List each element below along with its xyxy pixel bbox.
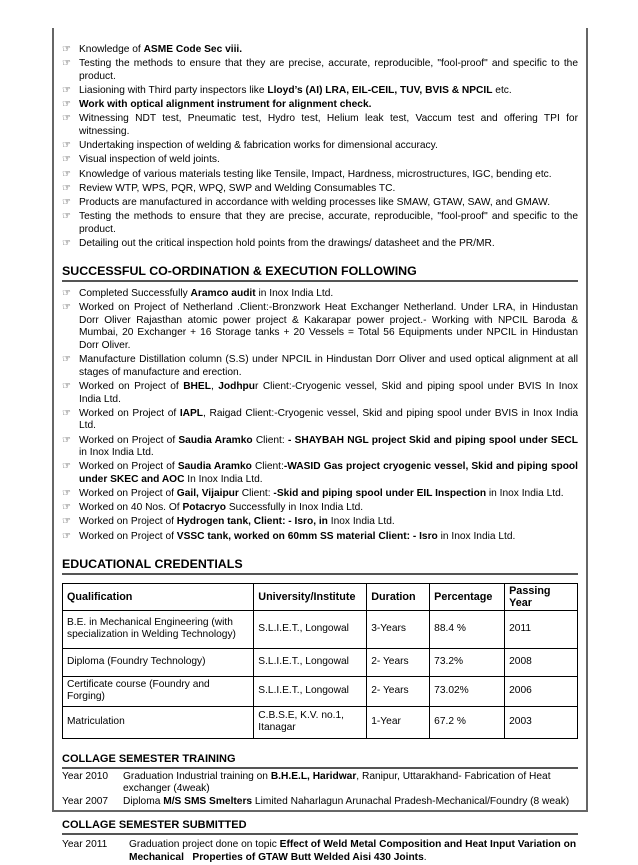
pointing-hand-icon: ☞	[62, 530, 71, 542]
coordination-item	[62, 502, 578, 515]
bullet-text: Liasioning with Third party inspectors like Lloyd’s (AI) LRA, EIL-CEIL, TUV, BVIS & NPCIL etc.	[79, 84, 512, 96]
bullet-text: Testing the methods to ensure that they are precise, accurate, reproducible, "fool-proof" and specific to the product.	[79, 211, 578, 235]
table-cell: Diploma (Foundry Technology)	[63, 648, 254, 676]
pointing-hand-icon: ☞	[62, 168, 71, 180]
skill-item	[62, 44, 578, 57]
skill-item	[62, 154, 578, 167]
skill-item	[62, 211, 578, 236]
year-label: Year 2011	[62, 839, 108, 851]
bullet-text: Worked on Project of BHEL, Jodhpur Client:-Cryogenic vessel, Skid and piping spool under BVIS In Inox India Ltd.	[79, 380, 578, 405]
coordination-item	[62, 488, 578, 501]
bullet-text: Undertaking inspection of welding & fabrication works for dimensional accuracy.	[79, 140, 438, 152]
bullet-text: Work with optical alignment instrument for alignment check.	[79, 99, 372, 111]
column-header: University/Institute	[254, 583, 367, 610]
skill-item	[62, 197, 578, 210]
skill-item	[62, 113, 578, 138]
item-description: Diploma M/S SMS Smelters Limited Naharlagun Arunachal Pradesh-Mechanical/Foundry (8 weak)	[123, 796, 570, 808]
section-title-submitted: COLLAGE SEMESTER SUBMITTED	[62, 819, 578, 835]
bullet-text: Worked on Project of Gail, Vijaipur Client: -Skid and piping spool under EIL Inspection in Inox India Ltd.	[79, 488, 564, 500]
bullet-text: Visual inspection of weld joints.	[79, 154, 220, 166]
pointing-hand-icon: ☞	[62, 99, 71, 111]
table-cell: C.B.S.E, K.V. no.1, Itanagar	[254, 706, 367, 738]
pointing-hand-icon: ☞	[62, 502, 71, 514]
bullet-text: Worked on 40 Nos. Of Potacryo Successfully in Inox India Ltd.	[79, 502, 364, 514]
table-cell: S.L.I.E.T., Longowal	[254, 610, 367, 648]
table-cell: S.L.I.E.T., Longowal	[254, 648, 367, 676]
table-cell: 73.2%	[430, 648, 505, 676]
list-item	[62, 771, 578, 797]
coordination-item	[62, 516, 578, 529]
skill-item	[62, 183, 578, 196]
table-cell: 2011	[505, 610, 578, 648]
coordination-item	[62, 408, 578, 433]
bullet-text: Worked on Project of VSSC tank, worked on 60mm SS material Client: - Isro in Inox India Ltd.	[79, 530, 516, 542]
pointing-hand-icon: ☞	[62, 237, 71, 249]
section-title-education: EDUCATIONAL CREDENTIALS	[62, 557, 578, 575]
skill-item	[62, 99, 578, 112]
table-cell: 2- Years	[367, 676, 430, 706]
skill-item	[62, 85, 578, 98]
pointing-hand-icon: ☞	[62, 113, 71, 125]
coordination-item	[62, 302, 578, 352]
list-item	[62, 796, 578, 809]
column-header: Qualification	[63, 583, 254, 610]
pointing-hand-icon: ☞	[62, 196, 71, 208]
item-description: Graduation Industrial training on B.H.E.L, Haridwar, Ranipur, Uttarakhand- Fabrication of Heat exchanger (4weak)	[123, 770, 551, 795]
table-row	[63, 610, 578, 648]
bullet-text: Worked on Project of Saudia Aramko Client: - SHAYBAH NGL project Skid and piping spool under SECL in Inox India Ltd.	[79, 434, 578, 459]
list-item	[62, 839, 578, 865]
education-table	[62, 583, 578, 739]
table-cell: B.E. in Mechanical Engineering (with specialization in Welding Technology)	[63, 610, 254, 648]
coordination-item	[62, 461, 578, 486]
bullet-text: Detailing out the critical inspection hold points from the drawings/ datasheet and the PR/MR.	[79, 237, 495, 249]
pointing-hand-icon: ☞	[62, 461, 71, 473]
coordination-item	[62, 288, 578, 301]
bullet-text: Worked on Project of Netherland .Client:-Bronzwork Heat Exchanger Netherland. Under LRA, in Hindustan Dorr Oliver Rajasthan atomic power project & Kakarapar power project.- Working with NPCIL Baroda & Mumbai, 20 Exchanger + 16 Storage tanks + 20 Vessels = Total 56 Equipments under NPCIL in Hindustan Dorr Oliver.	[79, 302, 578, 351]
table-cell: 2006	[505, 676, 578, 706]
pointing-hand-icon: ☞	[62, 354, 71, 366]
education-header-row	[63, 583, 578, 610]
pointing-hand-icon: ☞	[62, 182, 71, 194]
bullet-text: Testing the methods to ensure that they are precise, accurate, reproducible, "fool-proof" and specific to the product.	[79, 58, 578, 82]
table-row	[63, 706, 578, 738]
table-cell: 2003	[505, 706, 578, 738]
pointing-hand-icon: ☞	[62, 154, 71, 166]
pointing-hand-icon: ☞	[62, 380, 71, 392]
pointing-hand-icon: ☞	[62, 488, 71, 500]
table-cell: Matriculation	[63, 706, 254, 738]
bullet-text: Worked on Project of IAPL, Raigad Client:-Cryogenic vessel, Skid and piping spool under BVIS in Inox India Ltd.	[79, 407, 579, 432]
pointing-hand-icon: ☞	[62, 84, 71, 96]
pointing-hand-icon: ☞	[62, 211, 71, 223]
year-label: Year 2007	[62, 796, 109, 808]
training-list	[62, 771, 578, 809]
table-row	[63, 676, 578, 706]
coordination-item	[62, 531, 578, 544]
pointing-hand-icon: ☞	[62, 516, 71, 528]
bullet-text: Knowledge of various materials testing like Tensile, Impact, Hardness, microstructures, IGC, bending etc.	[79, 168, 552, 180]
bullet-text: Products are manufactured in accordance with welding processes like SMAW, GTAW, SAW, and GMAW.	[79, 196, 551, 208]
bullet-text: Manufacture Distillation column (S.S) under NPCIL in Hindustan Dorr Oliver and used optical alignment at all stages of manufacture and erection.	[79, 354, 578, 378]
item-description: Graduation project done on topic Effect of Weld Metal Composition and Heat Input Variation on Mechanical Properties of GTAW Butt Welded Aisi 430 Joints.	[129, 839, 577, 863]
bullet-text: Worked on Project of Saudia Aramko Client:-WASID Gas project cryogenic vessel, Skid and piping spool under SKEC and AOC In Inox India Ltd.	[79, 461, 578, 485]
coordination-item	[62, 435, 578, 460]
column-header: Passing Year	[505, 583, 578, 610]
table-cell: Certificate course (Foundry and Forging)	[63, 676, 254, 706]
coordination-list	[62, 288, 578, 543]
coordination-item	[62, 381, 578, 406]
coordination-item	[62, 354, 578, 379]
submitted-list	[62, 839, 578, 865]
pointing-hand-icon: ☞	[62, 434, 71, 446]
skills-list	[62, 44, 578, 250]
pointing-hand-icon: ☞	[62, 302, 71, 314]
skill-item	[62, 169, 578, 182]
pointing-hand-icon: ☞	[62, 407, 71, 419]
resume-content	[62, 44, 578, 865]
table-cell: 2- Years	[367, 648, 430, 676]
column-header: Duration	[367, 583, 430, 610]
table-cell: 73.02%	[430, 676, 505, 706]
table-cell: 88.4 %	[430, 610, 505, 648]
table-cell: 3-Years	[367, 610, 430, 648]
pointing-hand-icon: ☞	[62, 140, 71, 152]
table-row	[63, 648, 578, 676]
pointing-hand-icon: ☞	[62, 44, 71, 55]
table-cell: 67.2 %	[430, 706, 505, 738]
section-title-coordination: SUCCESSFUL CO-ORDINATION & EXECUTION FOLLOWING	[62, 264, 578, 282]
table-cell: 1-Year	[367, 706, 430, 738]
bullet-text: Completed Successfully Aramco audit in Inox India Ltd.	[79, 288, 334, 300]
bullet-text: Worked on Project of Hydrogen tank, Client: - Isro, in Inox India Ltd.	[79, 516, 395, 528]
bullet-text: Review WTP, WPS, PQR, WPQ, SWP and Welding Consumables TC.	[79, 182, 396, 194]
table-cell: S.L.I.E.T., Longowal	[254, 676, 367, 706]
pointing-hand-icon: ☞	[62, 288, 71, 300]
column-header: Percentage	[430, 583, 505, 610]
table-cell: 2008	[505, 648, 578, 676]
bullet-text: Witnessing NDT test, Pneumatic test, Hydro test, Helium leak test, Vaccum test and offering TPI for witnessing.	[79, 113, 578, 137]
skill-item	[62, 58, 578, 83]
bullet-text: Knowledge of ASME Code Sec viii.	[79, 44, 243, 55]
section-title-training: COLLAGE SEMESTER TRAINING	[62, 753, 578, 769]
pointing-hand-icon: ☞	[62, 58, 71, 70]
skill-item	[62, 140, 578, 153]
year-label: Year 2010	[62, 770, 109, 782]
skill-item	[62, 238, 578, 251]
